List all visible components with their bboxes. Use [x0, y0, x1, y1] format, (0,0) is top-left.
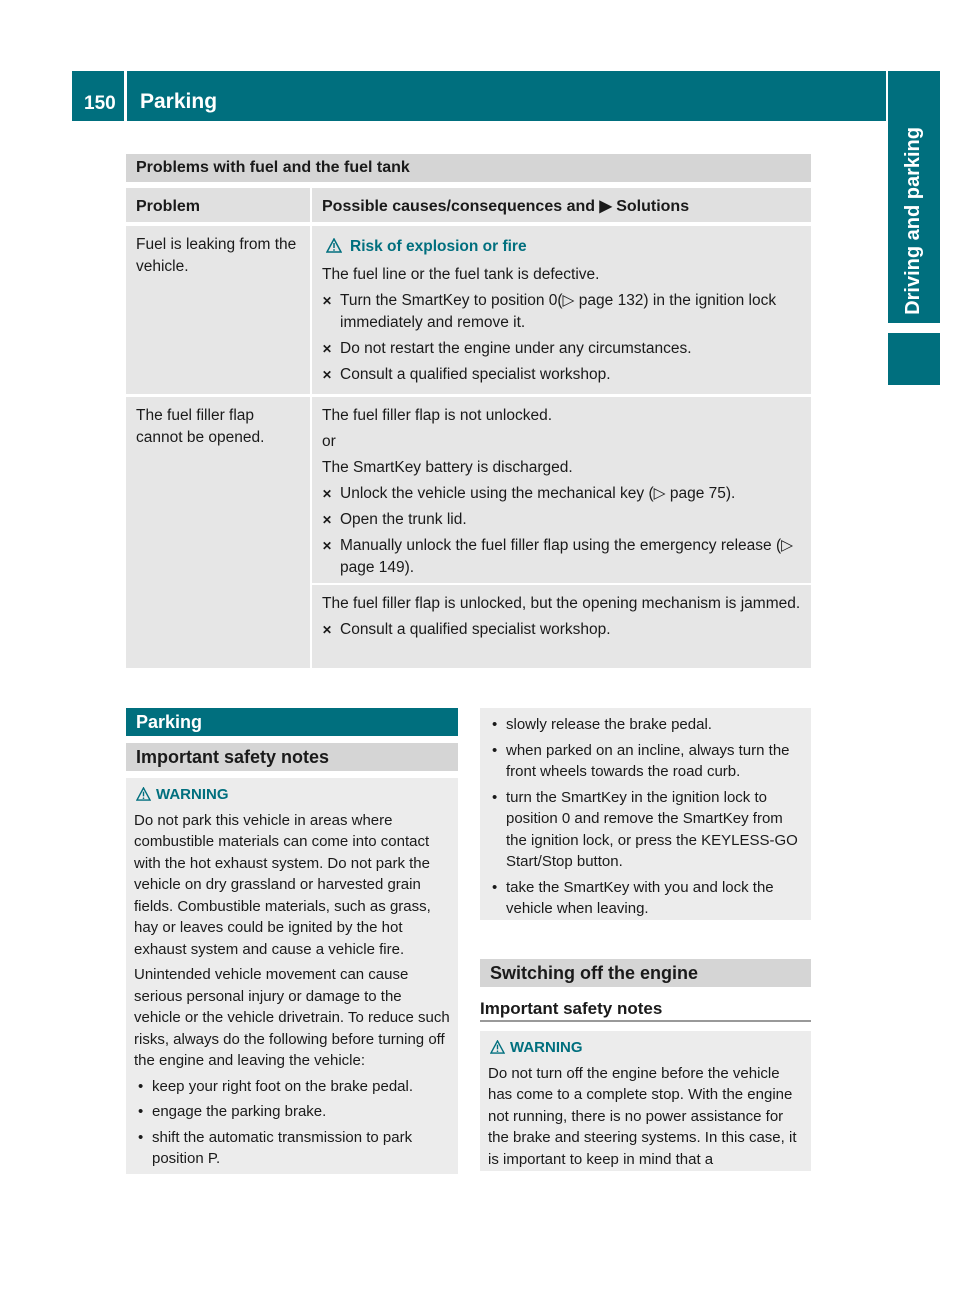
safety-notes-heading: Important safety notes [126, 743, 458, 771]
solution-step: ✕ Open the trunk lid. [322, 509, 803, 531]
engine-warning-box [480, 1031, 811, 1171]
parking-heading: Parking [126, 708, 458, 736]
risk-label [322, 236, 803, 258]
engine-safety-heading: Important safety notes [480, 999, 663, 1018]
cause-text: The fuel line or the fuel tank is defective. [322, 266, 600, 283]
warning-label-text: WARNING [156, 786, 229, 803]
or-text: or [322, 433, 336, 450]
warning-bullet: • take the SmartKey with you and lock the vehicle when leaving. [492, 877, 803, 920]
warning-triangle-icon [326, 238, 342, 253]
column-header-solutions: Possible causes/consequences and ▶ Solutions [312, 188, 811, 222]
problem-text: Fuel is leaking from the vehicle. [136, 236, 297, 275]
table-cell-problem [126, 226, 310, 394]
page-section-title: Parking [140, 90, 218, 113]
table-cell-solutions [312, 397, 811, 583]
solution-step: ✕ Consult a qualified specialist workshop. [322, 364, 803, 386]
solution-step: ✕ Manually unlock the fuel filler flap using the emergency release (▷ page 149). [322, 535, 803, 579]
warning-paragraph: Do not turn off the engine before the vehicle has come to a complete stop. With the engine not running, there is no power assistance for the brake and steering systems. In this case, it is important to keep in mind that a [488, 1064, 797, 1168]
parking-warning-continued [480, 708, 811, 920]
solution-step: ✕ Consult a qualified specialist workshop. [322, 619, 803, 641]
solution-step: ✕ Unlock the vehicle using the mechanical key (▷ page 75). [322, 483, 803, 505]
warning-bullet: • keep your right foot on the brake pedal. [138, 1076, 450, 1098]
warning-label-text: WARNING [510, 1039, 583, 1056]
warning-triangle-icon [136, 787, 151, 801]
table-cell-solutions [312, 585, 811, 668]
warning-bullet: • shift the automatic transmission to park position P. [138, 1127, 450, 1170]
column-header-problem: Problem [126, 188, 310, 222]
problem-text: The fuel filler flap cannot be opened. [136, 407, 265, 446]
table-cell-solutions [312, 226, 811, 394]
solution-step: ✕ Turn the SmartKey to position 0(▷ page 132) in the ignition lock immediately and remove it. [322, 290, 803, 334]
warning-bullet: • turn the SmartKey in the ignition lock to position 0 and remove the SmartKey from the ignition lock, or press the KEYLESS-GO Start/Stop button. [492, 787, 803, 873]
risk-text: Risk of explosion or fire [350, 238, 527, 255]
chapter-side-tab [888, 71, 940, 323]
section-title-bar [127, 71, 886, 121]
divider [480, 1020, 811, 1022]
warning-bullet: • slowly release the brake pedal. [492, 714, 803, 736]
table-title: Problems with fuel and the fuel tank [126, 154, 811, 182]
cause-text: The fuel filler flap is unlocked, but the opening mechanism is jammed. [322, 595, 801, 612]
engine-off-heading: Switching off the engine [480, 959, 811, 987]
table-cell-problem [126, 397, 310, 668]
warning-bullet: • engage the parking brake. [138, 1101, 450, 1123]
chapter-marker [888, 333, 940, 385]
warning-paragraph: Do not park this vehicle in areas where combustible materials can come into contact with the hot exhaust system. Do not park the vehicle on dry grassland or harvested grain fields. Combustible materials, such as grass, hay or leaves could be ignited by the hot exhaust system and cause a vehicle fire. [134, 811, 431, 958]
cause-text: The SmartKey battery is discharged. [322, 459, 573, 476]
warning-label [134, 784, 450, 806]
warning-triangle-icon [490, 1040, 505, 1054]
chapter-side-tab-label: Driving and parking [902, 127, 924, 315]
page-number: 150 [84, 93, 116, 114]
warning-paragraph: Unintended vehicle movement can cause serious personal injury or damage to the vehicle or the vehicle drivetrain. To reduce such risks, always do the following before turning off the engine and leaving the vehicle: [134, 966, 450, 1069]
warning-label [488, 1037, 803, 1059]
parking-warning-box [126, 778, 458, 1174]
cause-text: The fuel filler flap is not unlocked. [322, 407, 553, 424]
warning-bullet: • when parked on an incline, always turn the front wheels towards the road curb. [492, 740, 803, 783]
solution-step: ✕ Do not restart the engine under any circumstances. [322, 338, 803, 360]
